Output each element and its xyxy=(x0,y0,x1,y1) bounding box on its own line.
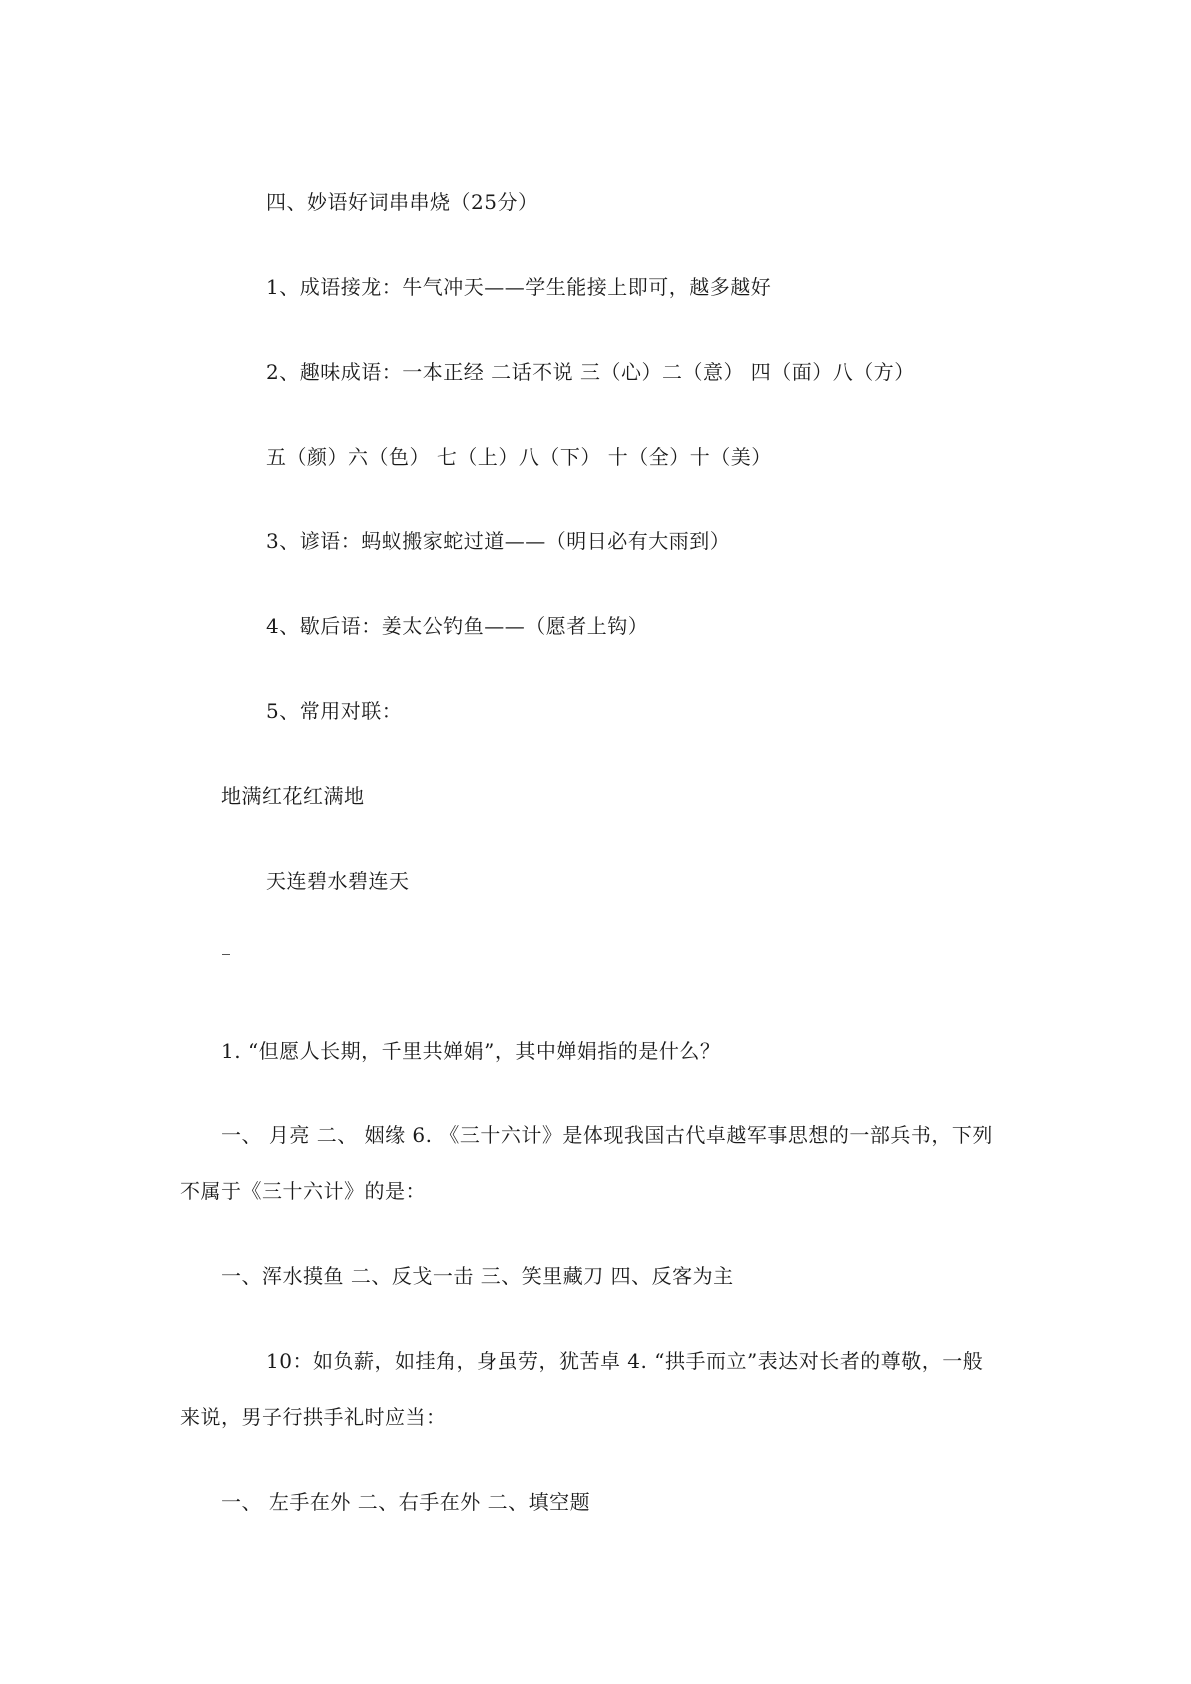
question-line: 10：如负薪，如挂角，身虽劳，犹苦卓 4. “拱手而立”表达对长者的尊敬，一般 xyxy=(266,1349,984,1373)
couplet-line: 地满红花红满地 xyxy=(221,784,365,808)
options-line: 一、浑水摸鱼 二、反戈一击 三、笑里藏刀 四、反客为主 xyxy=(221,1264,734,1288)
text-line: 五（颜）六（色） 七（上）八（下） 十（全）十（美） xyxy=(266,445,772,469)
options-line: 一、 左手在外 二、右手在外 二、填空题 xyxy=(221,1490,591,1514)
text-line: 来说，男子行拱手礼时应当： xyxy=(180,1405,447,1429)
text-line: 4、歇后语：姜太公钓鱼——（愿者上钩） xyxy=(266,614,649,638)
text-line: 3、谚语：蚂蚁搬家蛇过道——（明日必有大雨到） xyxy=(266,529,731,553)
text-line: 5、常用对联： xyxy=(266,699,403,723)
question-line: 1. “但愿人长期，千里共婵娟”，其中婵娟指的是什么？ xyxy=(221,1039,721,1063)
text-line: 2、趣味成语：一本正经 二话不说 三（心）二（意） 四（面）八（方） xyxy=(266,360,915,384)
question-line: 一、 月亮 二、 姻缘 6. 《三十六计》是体现我国古代卓越军事思想的一部兵书，下列 xyxy=(221,1123,993,1147)
dash-mark xyxy=(222,954,230,955)
section-heading: 四、妙语好词串串烧（25分） xyxy=(266,190,539,214)
text-line: 不属于《三十六计》的是： xyxy=(180,1179,426,1203)
text-line: 1、成语接龙：牛气冲天——学生能接上即可，越多越好 xyxy=(266,275,772,299)
couplet-line: 天连碧水碧连天 xyxy=(266,869,410,893)
